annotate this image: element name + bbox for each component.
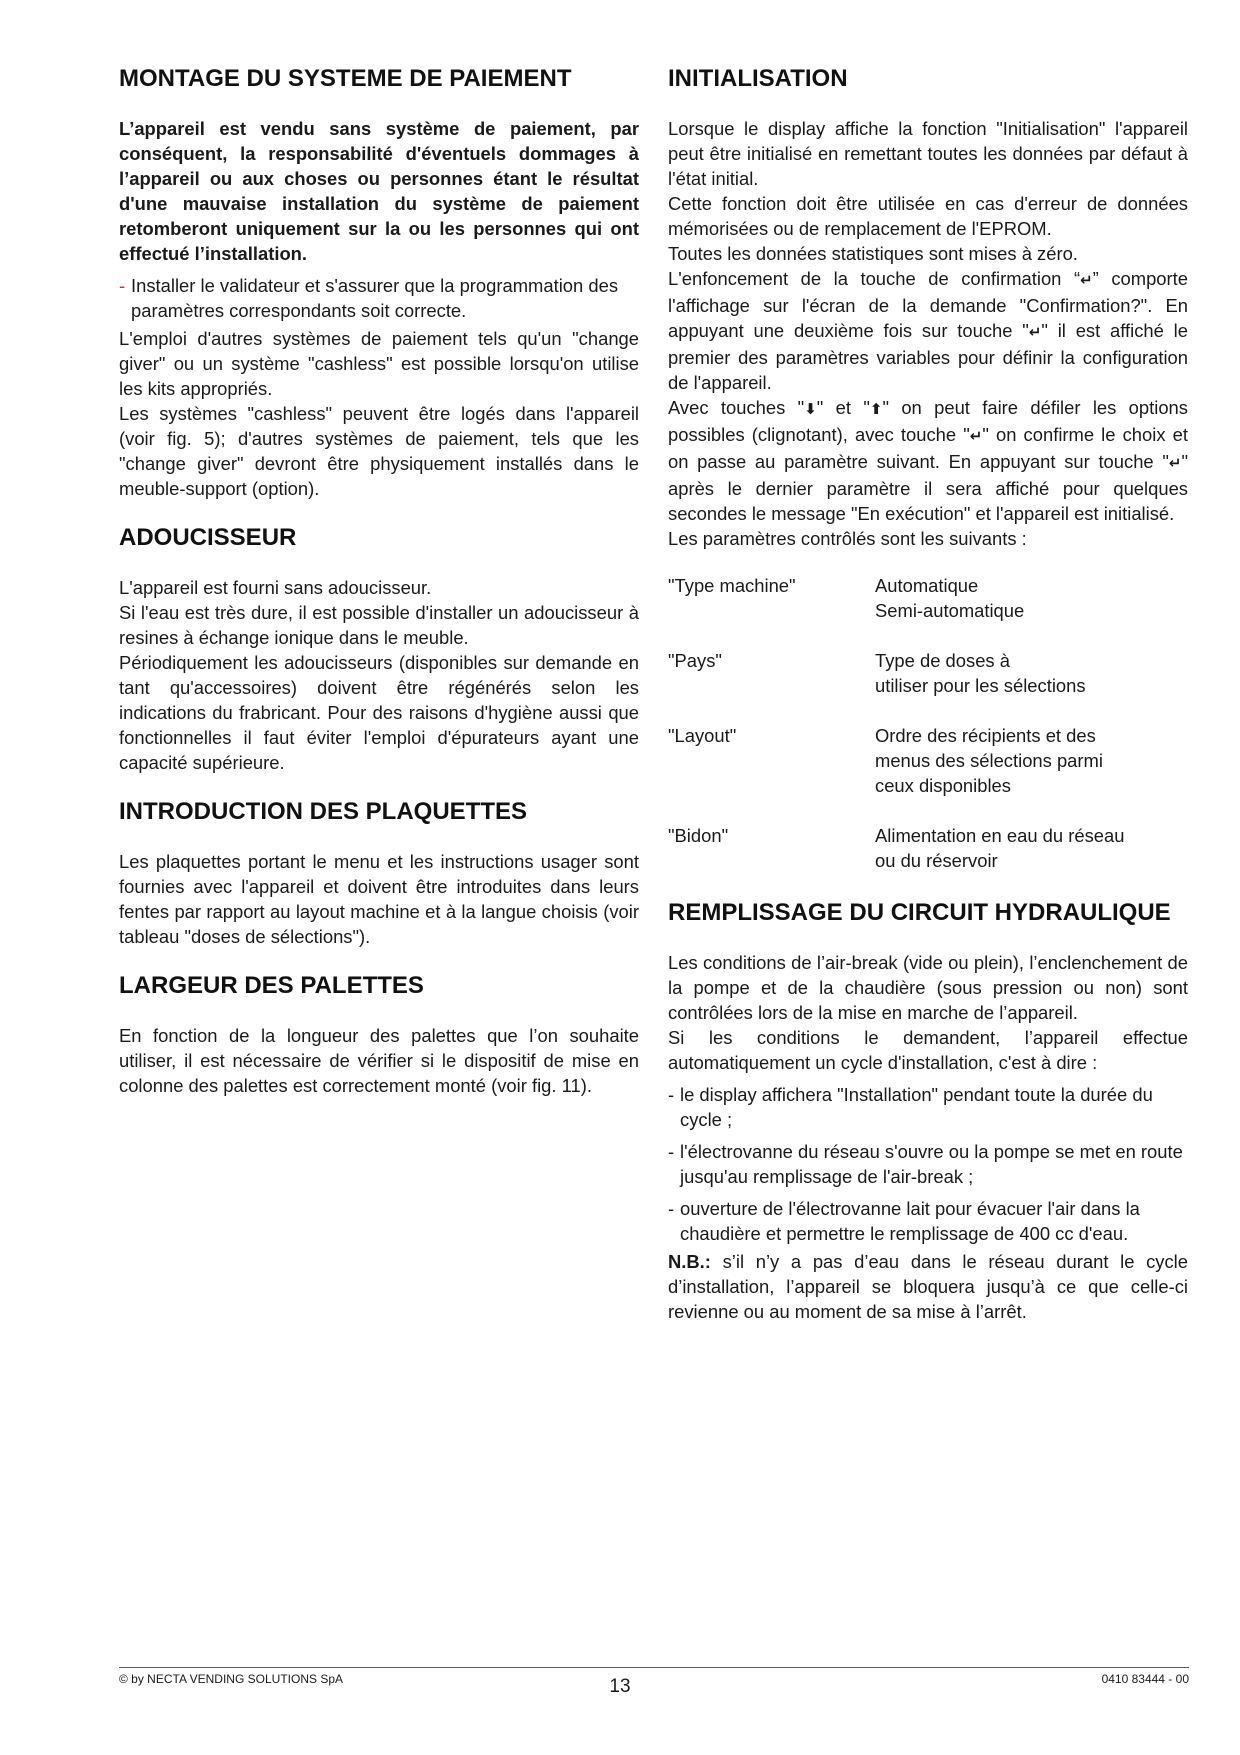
parameter-table [668,573,1188,873]
softener-text: L'appareil est fourni sans adoucisseur. Si l'eau est très dure, il est possible d'installer un adoucisseur à resines à échange ionique dans le meuble. Périodiquement les adoucisseurs (disponibles sur demande en tant qu'accessoires) doivent être régénérés selon les indications du frabricant. Pour des raisons d'hygiène aussi que fonctionnelles il faut éviter l'emploi d'épurateurs ayant une capacité supérieure. [119,577,639,773]
init-paragraph-4 [668,266,1188,395]
confirm-key-icon: ↵ [1028,324,1042,341]
confirm-key-icon: ↵ [1080,272,1093,289]
payment-step-text: Installer le validateur et s'assurer que la programmation des paramètres correspondants soit correcte. [131,275,619,321]
heading-labels: INTRODUCTION DES PLAQUETTES [119,798,528,825]
hydraulic-step [668,1196,1188,1246]
parameter-row [668,648,1188,698]
init-paragraph-3: Toutes les données statistiques sont mises à zéro. [668,243,1078,264]
hydraulic-step-text: l'électrovanne du réseau s'ouvre ou la pompe se met en route jusqu'au remplissage de l'air-break ; [680,1141,1183,1187]
up-arrow-key-icon: ⬆ [869,401,883,418]
right-column [668,64,1188,1346]
nb-label: N.B.: [668,1251,711,1272]
init-paragraph-1: Lorsque le display affiche la fonction "Initialisation" l'appareil peut être initialisé en remettant toutes les données par défaut à l'état initial. [668,118,1188,189]
footer-divider [119,1667,1189,1668]
parameter-name: "Type machine" [668,575,796,596]
page-number: 13 [609,1676,631,1697]
hydraulic-note [668,1249,1188,1324]
init-p5-part-e: " après le dernier paramètre il sera affiché pour quelques secondes le message "En exécution" et l'appareil est initialisé. [668,451,1188,524]
parameter-name: "Bidon" [668,825,729,846]
parameter-desc: Alimentation en eau du réseau ou du réservoir [875,825,1125,871]
init-paragraph-5 [668,395,1188,526]
parameter-row [668,573,1188,623]
parameter-name: "Layout" [668,725,737,746]
section-initialisation [668,64,1188,873]
parameter-desc: Ordre des récipients et des menus des sélections parmi ceux disponibles [875,725,1103,796]
down-arrow-key-icon: ⬇ [804,401,817,418]
payment-warning: L’appareil est vendu sans système de paiement, par conséquent, la responsabilité d'éventuels dommages à l’appareil ou aux choses ou personnes étant le résultat d'une mauvaise installation du système de paiement retomberont uniquement sur la ou les personnes qui ont effectué l’installation. [119,118,639,264]
init-p4-part-a: L'enfoncement de la touche de confirmation “ [668,268,1081,289]
init-p4-part-b: ” comporte l'affichage sur l'écran de la demande "Confirmation?". En appuyant une deuxième fois sur touche " [668,268,1188,341]
parameter-row [668,723,1188,798]
init-p5-part-a: Avec touches " [668,397,805,418]
payment-paragraph-2: Les systèmes "cashless" peuvent être logés dans l'appareil (voir fig. 5); d'autres systèmes de paiement, tels que les "change giver" devront être physiquement installés dans le meuble-support (option). [119,403,639,499]
init-p5-part-d: " on confirme le choix et on passe au paramètre suivant. En appuyant sur touche " [668,424,1188,472]
payment-step [119,273,639,323]
init-paragraph-6: Les paramètres contrôlés sont les suivants : [668,528,1027,549]
confirm-key-icon: ↵ [1168,455,1182,472]
section-payment-system [119,64,639,501]
dash-marker: - [668,1141,675,1162]
heading-paddles: LARGEUR DES PALETTES [119,972,424,999]
parameter-desc: Type de doses à utiliser pour les sélections [875,650,1086,696]
footer-copyright: © by NECTA VENDING SOLUTIONS SpA [119,1672,344,1686]
dash-marker: - [119,275,126,296]
parameter-desc: Automatique Semi-automatique [875,575,1025,621]
init-p5-part-c: " on peut faire défiler les options possibles (clignotant), avec touche " [668,397,1188,445]
hydraulic-step-text: le display affichera "Installation" pendant toute la durée du cycle ; [680,1084,1153,1130]
heading-softener: ADOUCISSEUR [119,524,297,551]
payment-paragraph-1: L'emploi d'autres systèmes de paiement tels qu'un "change giver" ou un système "cashless" est possible lorsqu'on utilise les kits appropriés. [119,328,639,399]
section-hydraulic [668,898,1188,1324]
hydraulic-step-text: ouverture de l'électrovanne lait pour évacuer l'air dans la chaudière et permettre le remplissage de 400 cc d'eau. [680,1198,1140,1244]
section-paddles [119,971,639,1098]
hydraulic-step [668,1082,1188,1132]
nb-text: s’il n’y a pas d’eau dans le réseau durant le cycle d’installation, l’appareil se bloquera jusqu’à ce que celle-ci revienne ou au moment de sa mise à l’arrêt. [668,1251,1188,1322]
left-column [119,64,639,1120]
hydraulic-step [668,1139,1188,1189]
section-labels [119,797,639,949]
dash-marker: - [668,1084,675,1105]
init-p4-part-c: " il est affiché le premier des paramètres variables pour définir la configuration de l'appareil. [668,320,1188,393]
confirm-key-icon: ↵ [969,428,983,445]
hydraulic-paragraph-2: Si les conditions le demandent, l’appareil effectue automatiquement un cycle d'installation, c'est à dire : [668,1027,1188,1073]
init-p5-part-b: " et " [816,397,870,418]
dash-marker: - [668,1198,675,1219]
labels-text: Les plaquettes portant le menu et les instructions usager sont fournies avec l'appareil et doivent être introduites dans leurs fentes par rapport au layout machine et à la langue choisis (voir tableau "doses de sélections"). [119,851,639,947]
heading-hydraulic: REMPLISSAGE DU CIRCUIT HYDRAULIQUE [668,899,1171,926]
section-softener [119,523,639,775]
parameter-name: "Pays" [668,650,722,671]
heading-payment-system: MONTAGE DU SYSTEME DE PAIEMENT [119,65,572,92]
heading-initialisation: INITIALISATION [668,65,848,92]
parameter-row [668,823,1188,873]
hydraulic-paragraph-1: Les conditions de l’air-break (vide ou plein), l’enclenchement de la pompe et de la chaudière (sous pression ou non) sont contrôlées lors de la mise en marche de l’appareil. [668,952,1188,1023]
document-code: 0410 83444 - 00 [1101,1672,1189,1686]
init-paragraph-2: Cette fonction doit être utilisée en cas d'erreur de données mémorisées ou de remplacement de l'EPROM. [668,193,1188,239]
paddles-text: En fonction de la longueur des palettes que l’on souhaite utiliser, il est nécessaire de vérifier si le dispositif de mise en colonne des palettes est correctement monté (voir fig. 11). [119,1025,639,1096]
